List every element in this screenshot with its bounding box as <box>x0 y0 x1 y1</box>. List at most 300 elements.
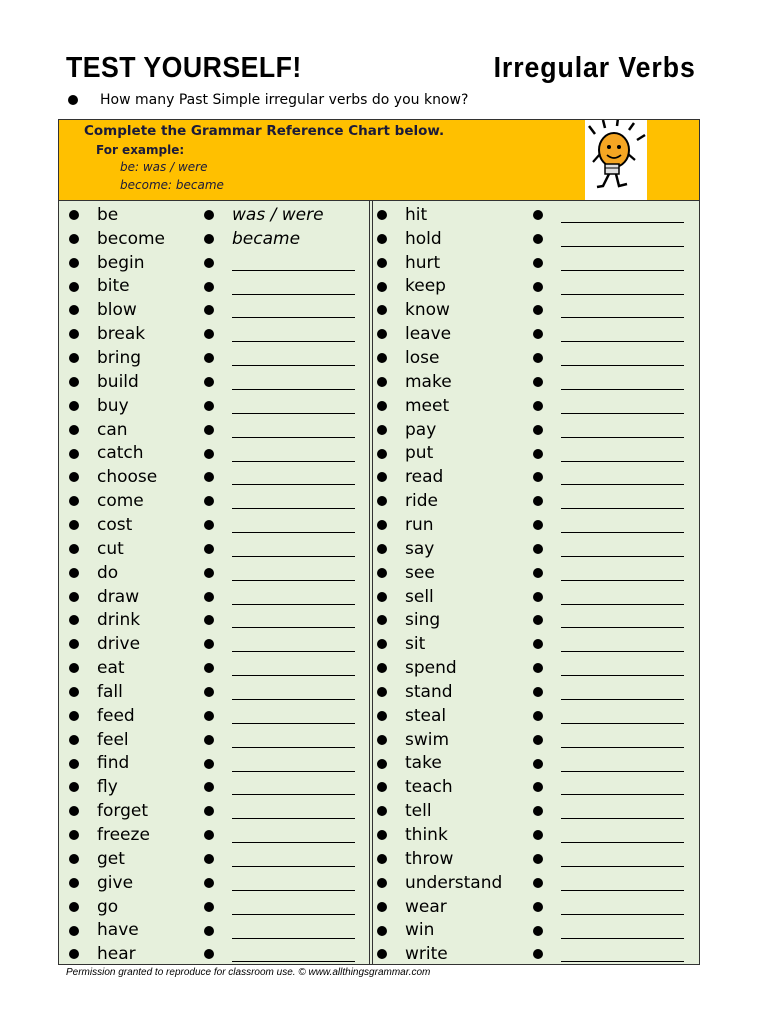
bullet-icon <box>533 496 543 506</box>
answer-blank[interactable] <box>232 341 355 342</box>
bullet-icon <box>204 234 214 244</box>
base-verb: hit <box>405 204 428 225</box>
base-verb: break <box>97 324 146 345</box>
bullet-icon <box>533 258 543 268</box>
base-verb: leave <box>405 324 452 345</box>
bullet-icon <box>377 639 387 649</box>
verb-row <box>373 442 699 466</box>
bullet-icon <box>533 377 543 387</box>
base-verb: hurt <box>405 252 441 273</box>
bullet-icon <box>69 854 79 864</box>
base-verb: find <box>97 753 130 774</box>
base-verb: swim <box>405 729 450 750</box>
bullet-icon <box>204 496 214 506</box>
verb-row <box>59 871 369 895</box>
verb-row <box>59 227 369 251</box>
bullet-icon <box>69 926 79 936</box>
bullet-icon <box>69 639 79 649</box>
verb-row <box>373 919 699 943</box>
base-verb: buy <box>97 395 129 416</box>
bullet-icon <box>69 592 79 602</box>
bullet-icon <box>69 329 79 339</box>
verb-row <box>373 728 699 752</box>
example-2: become: became <box>120 178 224 192</box>
base-verb: wear <box>405 896 447 917</box>
bullet-icon <box>69 282 79 292</box>
verb-row <box>59 418 369 442</box>
bullet-icon <box>533 782 543 792</box>
bullet-icon <box>204 544 214 554</box>
verb-row <box>373 775 699 799</box>
answer-blank[interactable] <box>232 532 355 533</box>
page-subtitle: Irregular Verbs <box>493 52 696 84</box>
base-verb: feel <box>97 729 129 750</box>
bullet-icon <box>377 568 387 578</box>
bullet-icon <box>69 782 79 792</box>
answer-blank[interactable] <box>561 413 684 414</box>
base-verb: read <box>405 467 444 488</box>
verb-row <box>373 227 699 251</box>
past-form: became <box>232 228 301 249</box>
base-verb: hold <box>405 228 442 249</box>
verb-row <box>59 203 369 227</box>
answer-blank[interactable] <box>561 627 684 628</box>
answer-blank[interactable] <box>232 890 355 891</box>
base-verb: can <box>97 419 128 440</box>
bullet-icon <box>533 926 543 936</box>
bullet-icon <box>377 663 387 673</box>
answer-blank[interactable] <box>232 794 355 795</box>
bullet-icon <box>204 520 214 530</box>
bullet-icon <box>533 568 543 578</box>
answer-blank[interactable] <box>232 961 355 962</box>
bullet-icon <box>377 711 387 721</box>
answer-blank[interactable] <box>561 270 684 271</box>
bullet-icon <box>377 544 387 554</box>
bullet-icon <box>377 949 387 959</box>
answer-blank[interactable] <box>561 580 684 581</box>
verb-row <box>59 489 369 513</box>
base-verb: pay <box>405 419 437 440</box>
bullet-icon <box>204 759 214 769</box>
bullet-icon <box>377 282 387 292</box>
bullet-icon <box>533 520 543 530</box>
answer-blank[interactable] <box>561 771 684 772</box>
answer-blank[interactable] <box>561 246 684 247</box>
bullet-icon <box>204 639 214 649</box>
verb-row <box>59 680 369 704</box>
bullet-icon <box>377 806 387 816</box>
bullet-icon <box>533 759 543 769</box>
answer-blank[interactable] <box>232 914 355 915</box>
bullet-icon <box>69 902 79 912</box>
bullet-icon <box>377 425 387 435</box>
base-verb: get <box>97 848 125 869</box>
bullet-icon <box>377 520 387 530</box>
base-verb: forget <box>97 801 148 822</box>
answer-blank[interactable] <box>561 389 684 390</box>
bullet-icon <box>204 949 214 959</box>
chart-header <box>59 120 699 201</box>
base-verb: tell <box>405 801 432 822</box>
bullet-icon <box>69 735 79 745</box>
verb-row <box>59 513 369 537</box>
bullet-icon <box>533 449 543 459</box>
base-verb: do <box>97 562 119 583</box>
base-verb: give <box>97 872 134 893</box>
bullet-icon <box>377 329 387 339</box>
bullet-icon <box>533 639 543 649</box>
bullet-icon <box>377 782 387 792</box>
bullet-icon <box>204 472 214 482</box>
base-verb: think <box>405 825 448 846</box>
base-verb: build <box>97 371 139 392</box>
bullet-icon <box>204 377 214 387</box>
bullet-icon <box>204 449 214 459</box>
bullet-icon <box>69 949 79 959</box>
answer-blank[interactable] <box>232 604 355 605</box>
base-verb: ride <box>405 491 438 512</box>
base-verb: spend <box>405 658 457 679</box>
base-verb: sit <box>405 634 426 655</box>
answer-blank[interactable] <box>232 627 355 628</box>
verb-row <box>59 298 369 322</box>
verb-row <box>373 799 699 823</box>
bullet-icon <box>68 95 78 105</box>
instruction-text: Complete the Grammar Reference Chart below. <box>84 123 445 139</box>
verb-row <box>373 346 699 370</box>
base-verb: understand <box>405 872 503 893</box>
bullet-icon <box>377 926 387 936</box>
answer-blank[interactable] <box>232 556 355 557</box>
bullet-icon <box>204 615 214 625</box>
bullet-icon <box>69 234 79 244</box>
bullet-icon <box>69 830 79 840</box>
answer-blank[interactable] <box>561 794 684 795</box>
verb-row <box>59 537 369 561</box>
bullet-icon <box>533 902 543 912</box>
bullet-icon <box>204 329 214 339</box>
bullet-icon <box>69 615 79 625</box>
verb-row <box>373 585 699 609</box>
verb-row <box>59 561 369 585</box>
base-verb: have <box>97 920 139 941</box>
answer-blank[interactable] <box>561 842 684 843</box>
base-verb: see <box>405 562 435 583</box>
answer-blank[interactable] <box>232 484 355 485</box>
verb-row <box>373 203 699 227</box>
bullet-icon <box>533 282 543 292</box>
bullet-icon <box>533 615 543 625</box>
verb-row <box>373 298 699 322</box>
verb-row <box>373 251 699 275</box>
verb-row <box>373 275 699 299</box>
verb-row <box>59 632 369 656</box>
answer-blank[interactable] <box>561 699 684 700</box>
base-verb: put <box>405 443 434 464</box>
bullet-icon <box>533 949 543 959</box>
verb-row <box>373 608 699 632</box>
base-verb: choose <box>97 467 158 488</box>
verb-row <box>59 585 369 609</box>
bullet-icon <box>69 759 79 769</box>
answer-blank[interactable] <box>561 890 684 891</box>
answer-blank[interactable] <box>561 914 684 915</box>
bullet-icon <box>533 234 543 244</box>
copyright-footer: Permission granted to reproduce for classroom use. © www.allthingsgrammar.com <box>66 967 431 978</box>
bullet-icon <box>533 592 543 602</box>
bullet-icon <box>204 401 214 411</box>
question-text: How many Past Simple irregular verbs do you know? <box>100 92 469 108</box>
answer-blank[interactable] <box>232 699 355 700</box>
bullet-icon <box>204 210 214 220</box>
verb-row <box>373 561 699 585</box>
answer-blank[interactable] <box>232 365 355 366</box>
verb-row <box>59 728 369 752</box>
past-form: was / were <box>232 204 324 225</box>
base-verb: throw <box>405 848 454 869</box>
verb-row <box>373 322 699 346</box>
verb-row <box>59 799 369 823</box>
answer-blank[interactable] <box>232 270 355 271</box>
answer-blank[interactable] <box>561 651 684 652</box>
base-verb: bite <box>97 276 130 297</box>
base-verb: steal <box>405 705 447 726</box>
verb-row <box>59 752 369 776</box>
answer-blank[interactable] <box>232 580 355 581</box>
bullet-icon <box>69 377 79 387</box>
bullet-icon <box>204 711 214 721</box>
verb-row <box>373 370 699 394</box>
answer-blank[interactable] <box>232 437 355 438</box>
base-verb: drive <box>97 634 141 655</box>
base-verb: cut <box>97 538 124 559</box>
verb-row <box>373 752 699 776</box>
bullet-icon <box>377 902 387 912</box>
bullet-icon <box>377 258 387 268</box>
bullet-icon <box>204 878 214 888</box>
answer-blank[interactable] <box>232 461 355 462</box>
bullet-icon <box>377 353 387 363</box>
base-verb: hear <box>97 944 136 965</box>
example-1: be: was / were <box>120 160 208 174</box>
answer-blank[interactable] <box>561 556 684 557</box>
bullet-icon <box>204 902 214 912</box>
answer-blank[interactable] <box>232 723 355 724</box>
example-label: For example: <box>96 143 185 157</box>
verb-row <box>373 418 699 442</box>
verb-row <box>373 847 699 871</box>
verb-row <box>373 537 699 561</box>
base-verb: fall <box>97 681 123 702</box>
base-verb: know <box>405 300 450 321</box>
answer-blank[interactable] <box>561 747 684 748</box>
bullet-icon <box>69 544 79 554</box>
bullet-icon <box>533 401 543 411</box>
bullet-icon <box>533 472 543 482</box>
base-verb: come <box>97 491 144 512</box>
bullet-icon <box>204 282 214 292</box>
bullet-icon <box>533 735 543 745</box>
verb-row <box>59 608 369 632</box>
base-verb: bring <box>97 348 142 369</box>
base-verb: freeze <box>97 825 150 846</box>
base-verb: begin <box>97 252 145 273</box>
bullet-icon <box>533 305 543 315</box>
bullet-icon <box>204 782 214 792</box>
bullet-icon <box>69 258 79 268</box>
answer-blank[interactable] <box>561 294 684 295</box>
answer-blank[interactable] <box>561 484 684 485</box>
answer-blank[interactable] <box>561 461 684 462</box>
base-verb: keep <box>405 276 446 297</box>
answer-blank[interactable] <box>232 294 355 295</box>
answer-blank[interactable] <box>561 508 684 509</box>
verb-row <box>59 775 369 799</box>
bullet-icon <box>533 687 543 697</box>
answer-blank[interactable] <box>561 341 684 342</box>
answer-blank[interactable] <box>232 842 355 843</box>
answer-blank[interactable] <box>561 317 684 318</box>
base-verb: be <box>97 204 119 225</box>
base-verb: feed <box>97 705 135 726</box>
base-verb: run <box>405 514 434 535</box>
bullet-icon <box>204 806 214 816</box>
bullet-icon <box>69 425 79 435</box>
base-verb: blow <box>97 300 137 321</box>
bullet-icon <box>533 878 543 888</box>
base-verb: cost <box>97 514 133 535</box>
bullet-icon <box>377 854 387 864</box>
base-verb: sell <box>405 586 434 607</box>
answer-blank[interactable] <box>561 723 684 724</box>
bullet-icon <box>533 329 543 339</box>
verb-row <box>373 489 699 513</box>
bullet-icon <box>69 449 79 459</box>
verb-row <box>59 370 369 394</box>
answer-blank[interactable] <box>561 604 684 605</box>
verb-row <box>59 322 369 346</box>
answer-blank[interactable] <box>232 747 355 748</box>
answer-blank[interactable] <box>561 222 684 223</box>
bullet-icon <box>377 234 387 244</box>
bullet-icon <box>377 830 387 840</box>
verb-row <box>59 823 369 847</box>
answer-blank[interactable] <box>232 866 355 867</box>
bullet-icon <box>204 687 214 697</box>
answer-blank[interactable] <box>232 771 355 772</box>
answer-blank[interactable] <box>561 866 684 867</box>
bullet-icon <box>377 735 387 745</box>
bullet-icon <box>204 854 214 864</box>
bullet-icon <box>533 544 543 554</box>
base-verb: sing <box>405 610 441 631</box>
bullet-icon <box>533 711 543 721</box>
lightbulb-mascot-icon <box>585 120 647 200</box>
verb-row <box>373 513 699 537</box>
page-title: TEST YOURSELF! <box>66 52 302 84</box>
verb-row <box>373 656 699 680</box>
bullet-icon <box>533 806 543 816</box>
answer-blank[interactable] <box>561 938 684 939</box>
bullet-icon <box>204 735 214 745</box>
bullet-icon <box>69 687 79 697</box>
verb-row <box>373 632 699 656</box>
verb-row <box>373 394 699 418</box>
base-verb: stand <box>405 681 453 702</box>
bullet-icon <box>69 210 79 220</box>
answer-blank[interactable] <box>232 651 355 652</box>
base-verb: eat <box>97 658 125 679</box>
bullet-icon <box>533 425 543 435</box>
base-verb: become <box>97 228 166 249</box>
bullet-icon <box>204 592 214 602</box>
answer-blank[interactable] <box>232 675 355 676</box>
answer-blank[interactable] <box>232 508 355 509</box>
verb-row <box>59 251 369 275</box>
verb-row <box>373 704 699 728</box>
base-verb: draw <box>97 586 140 607</box>
answer-blank[interactable] <box>232 818 355 819</box>
answer-blank[interactable] <box>561 437 684 438</box>
verb-row <box>59 442 369 466</box>
reference-chart <box>58 119 700 965</box>
answer-blank[interactable] <box>561 675 684 676</box>
answer-blank[interactable] <box>232 413 355 414</box>
bullet-icon <box>69 401 79 411</box>
bullet-icon <box>204 425 214 435</box>
answer-blank[interactable] <box>561 818 684 819</box>
bullet-icon <box>377 472 387 482</box>
bullet-icon <box>204 305 214 315</box>
answer-blank[interactable] <box>232 938 355 939</box>
verb-row <box>373 680 699 704</box>
verb-row <box>373 942 699 966</box>
bullet-icon <box>533 830 543 840</box>
bullet-icon <box>204 258 214 268</box>
base-verb: say <box>405 538 435 559</box>
base-verb: go <box>97 896 119 917</box>
bullet-icon <box>377 449 387 459</box>
answer-blank[interactable] <box>561 365 684 366</box>
bullet-icon <box>377 401 387 411</box>
verb-row <box>373 823 699 847</box>
base-verb: win <box>405 920 435 941</box>
bullet-icon <box>69 472 79 482</box>
bullet-icon <box>69 663 79 673</box>
answer-blank[interactable] <box>232 317 355 318</box>
bullet-icon <box>69 496 79 506</box>
bullet-icon <box>377 305 387 315</box>
bullet-icon <box>533 353 543 363</box>
bullet-icon <box>69 711 79 721</box>
verb-row <box>59 346 369 370</box>
verb-row <box>59 942 369 966</box>
answer-blank[interactable] <box>561 532 684 533</box>
bullet-icon <box>377 615 387 625</box>
bullet-icon <box>69 520 79 530</box>
bullet-icon <box>69 806 79 816</box>
verb-row <box>59 704 369 728</box>
verb-row <box>373 871 699 895</box>
answer-blank[interactable] <box>232 389 355 390</box>
question-line <box>66 92 468 108</box>
bullet-icon <box>69 878 79 888</box>
bullet-icon <box>533 663 543 673</box>
bullet-icon <box>204 926 214 936</box>
verb-row <box>59 895 369 919</box>
answer-blank[interactable] <box>561 961 684 962</box>
